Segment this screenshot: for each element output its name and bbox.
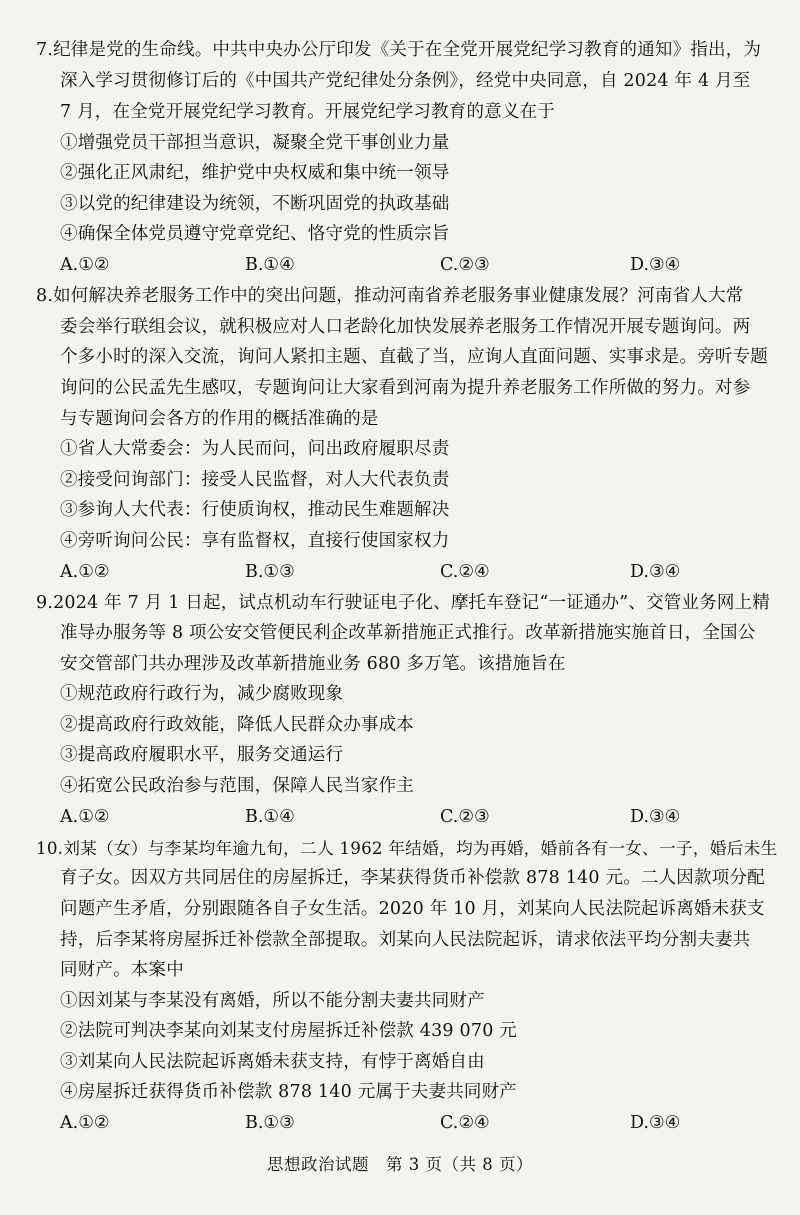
choice-c: C.②④ — [440, 562, 490, 582]
statement-3: ③刘某向人民法院起诉离婚未获支持，有悖于离婚自由 — [60, 1052, 485, 1072]
choice-a: A.①② — [60, 255, 110, 275]
question-stem-line: 个多小时的深入交流，询问人紧扣主题、直截了当，应询人直面问题、实事求是。旁听专题 — [60, 347, 768, 367]
statement-1: ①增强党员干部担当意识，凝聚全党干事创业力量 — [60, 133, 450, 153]
question-stem-line: 委会举行联组会议，就积极应对人口老龄化加快发展养老服务工作情况开展专题询问。两 — [60, 317, 751, 337]
question-stem-line: 持，后李某将房屋拆迁补偿款全部提取。刘某向人民法院起诉，请求依法平均分割夫妻共 — [60, 930, 751, 950]
page-footer: 思想政治试题 第 3 页（共 8 页） — [267, 1155, 533, 1174]
statement-3: ③以党的纪律建设为统领，不断巩固党的执政基础 — [60, 194, 450, 214]
statement-1: ①规范政府行政行为，减少腐败现象 — [60, 684, 344, 704]
choice-d: D.③④ — [630, 807, 681, 827]
statement-3: ③参询人大代表：行使质询权，推动民生难题解决 — [60, 500, 450, 520]
question-stem-line: 7 月，在全党开展党纪学习教育。开展党纪学习教育的意义在于 — [60, 102, 555, 122]
statement-2: ②法院可判决李某向刘某支付房屋拆迁补偿款 439 070 元 — [60, 1021, 517, 1041]
statement-1: ①因刘某与李某没有离婚，所以不能分割夫妻共同财产 — [60, 991, 485, 1011]
choice-b: B.①④ — [245, 255, 295, 275]
question-stem-line: 安交管部门共办理涉及改革新措施业务 680 多万笔。该措施旨在 — [60, 654, 566, 674]
question-stem-line: 7.纪律是党的生命线。中共中央办公厅印发《关于在全党开展党纪学习教育的通知》指出，为 — [36, 40, 762, 60]
question-stem-line: 8.如何解决养老服务工作中的突出问题，推动河南省养老服务事业健康发展？河南省人大常 — [36, 286, 744, 306]
statement-1: ①省人大常委会：为人民而问，问出政府履职尽责 — [60, 439, 450, 459]
statement-2: ②接受问询部门：接受人民监督，对人大代表负责 — [60, 470, 450, 490]
question-stem-line: 准导办服务等 8 项公安交管便民利企改革新措施正式推行。改革新措施实施首日，全国公 — [60, 623, 756, 643]
choice-c: C.②③ — [440, 255, 490, 275]
question-stem-line: 询问的公民孟先生感叹，专题询问让大家看到河南为提升养老服务工作所做的努力。对参 — [60, 378, 751, 398]
statement-4: ④旁听询问公民：享有监督权，直接行使国家权力 — [60, 531, 450, 551]
choice-a: A.①② — [60, 807, 110, 827]
statement-3: ③提高政府履职水平，服务交通运行 — [60, 745, 344, 765]
question-stem-line: 10.刘某（女）与李某均年逾九旬，二人 1962 年结婚，均为再婚，婚前各有一女、一子，婚后未生 — [36, 838, 778, 858]
question-stem-line: 深入学习贯彻修订后的《中国共产党纪律处分条例》，经党中央同意，自 2024 年 4 月至 — [60, 71, 751, 91]
statement-4: ④拓宽公民政治参与范围，保障人民当家作主 — [60, 776, 414, 796]
statement-4: ④确保全体党员遵守党章党纪、恪守党的性质宗旨 — [60, 224, 450, 244]
choice-b: B.①③ — [245, 562, 295, 582]
statement-2: ②提高政府行政效能，降低人民群众办事成本 — [60, 715, 414, 735]
choice-a: A.①② — [60, 1113, 110, 1133]
question-stem-line: 9.2024 年 7 月 1 日起，试点机动车行驶证电子化、摩托车登记“一证通办”、交管业务网上精 — [36, 593, 771, 613]
question-stem-line: 同财产。本案中 — [60, 960, 184, 980]
statement-2: ②强化正风肃纪，维护党中央权威和集中统一领导 — [60, 163, 450, 183]
choice-d: D.③④ — [630, 562, 681, 582]
statement-4: ④房屋拆迁获得货币补偿款 878 140 元属于夫妻共同财产 — [60, 1082, 517, 1102]
question-stem-line: 与专题询问会各方的作用的概括准确的是 — [60, 409, 379, 429]
choice-a: A.①② — [60, 562, 110, 582]
choice-d: D.③④ — [630, 255, 681, 275]
choice-c: C.②③ — [440, 807, 490, 827]
choice-d: D.③④ — [630, 1113, 681, 1133]
question-stem-line: 育子女。因双方共同居住的房屋拆迁，李某获得货币补偿款 878 140 元。二人因款项分配 — [60, 868, 765, 888]
choice-c: C.②④ — [440, 1113, 490, 1133]
choice-b: B.①③ — [245, 1113, 295, 1133]
choice-b: B.①④ — [245, 807, 295, 827]
question-stem-line: 问题产生矛盾，分别跟随各自子女生活。2020 年 10 月，刘某向人民法院起诉离婚未获支 — [60, 899, 765, 919]
